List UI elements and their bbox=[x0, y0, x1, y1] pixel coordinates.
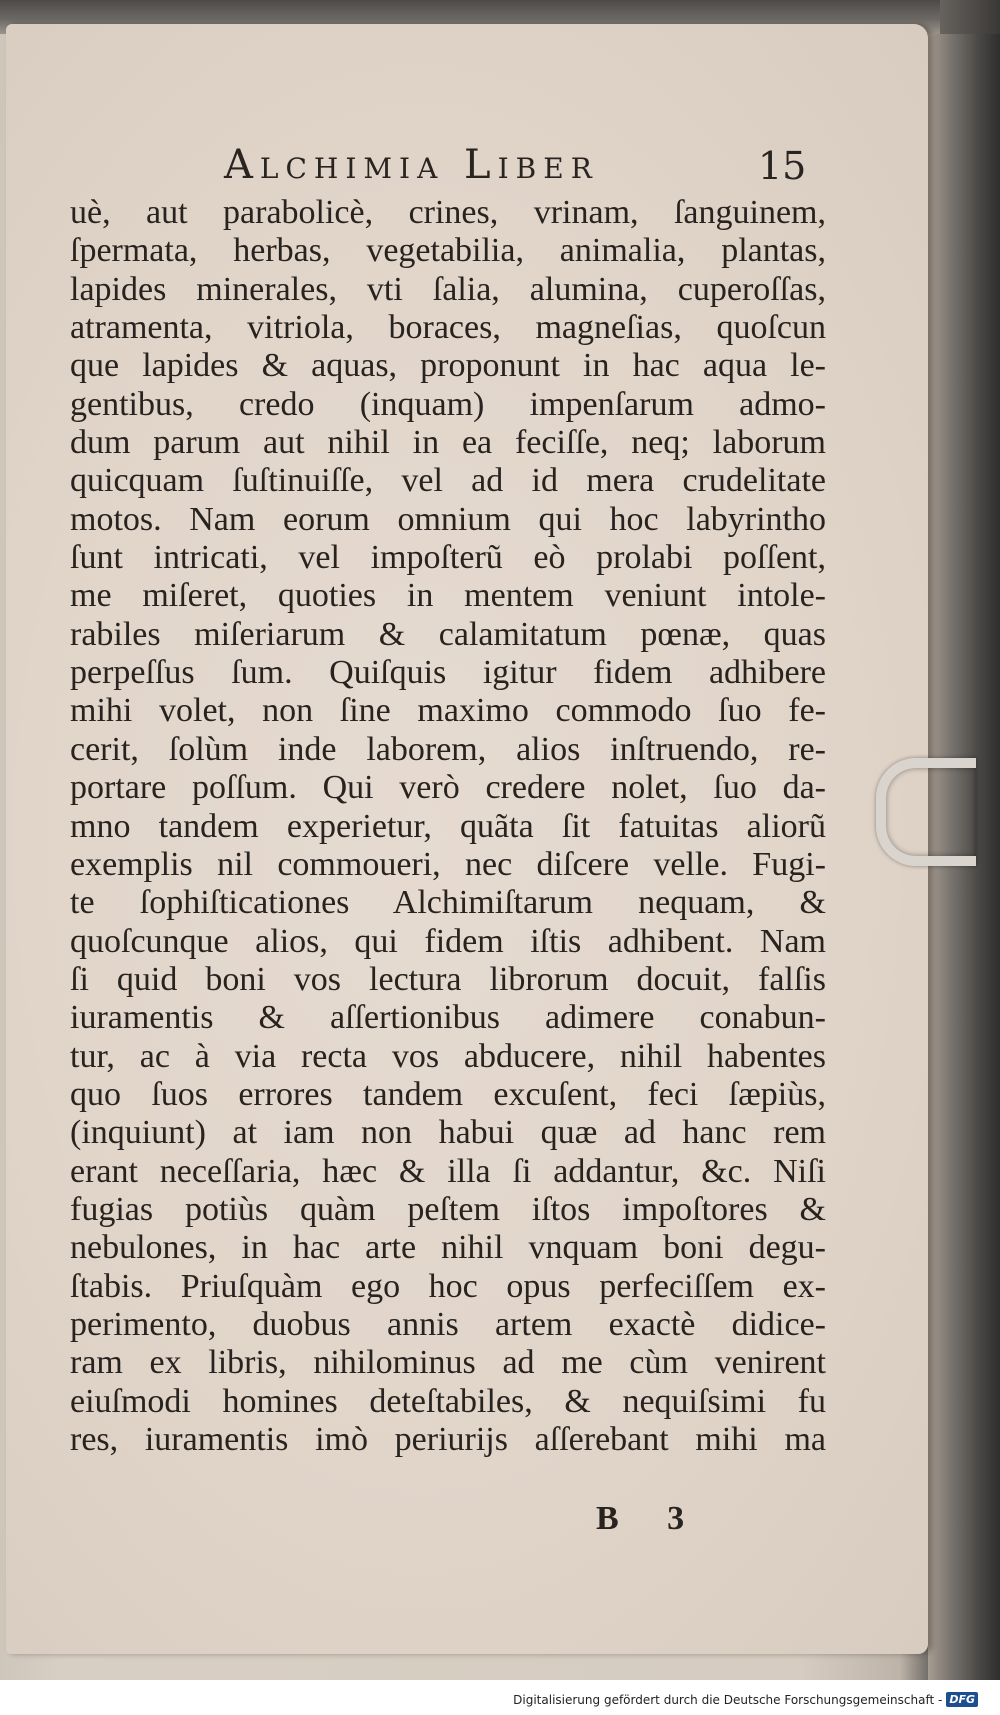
page-clip bbox=[876, 758, 976, 866]
text-line: cerit, ſolùm inde laborem, alios inſtruendo, re- bbox=[70, 730, 826, 768]
text-line: erant neceſſaria, hæc & illa ſi addantur, &c. Niſi bbox=[70, 1152, 826, 1190]
running-title: Alchimia Liber bbox=[224, 142, 599, 188]
text-line: nebulones, in hac arte nihil vnquam boni degu- bbox=[70, 1229, 826, 1267]
text-line: gentibus, credo (inquam) impenſarum admo- bbox=[70, 385, 826, 423]
text-line: ſunt intricati, vel impoſterũ eò prolabi poſſent, bbox=[70, 539, 826, 577]
text-line: ſtabis. Priuſquàm ego hoc opus perfeciſſem ex- bbox=[70, 1267, 826, 1305]
signature-mark: B 3 bbox=[596, 1500, 705, 1537]
text-line: lapides minerales, vti ſalia, alumina, cuperoſſas, bbox=[70, 270, 826, 308]
text-line: iuramentis & aſſertionibus adimere conabun- bbox=[70, 999, 826, 1037]
text-line: que lapides & aquas, proponunt in hac aqua le- bbox=[70, 347, 826, 385]
text-line: ſpermata, herbas, vegetabilia, animalia, plantas, bbox=[70, 232, 826, 270]
text-line: perimento, duobus annis artem exactè didice- bbox=[70, 1305, 826, 1343]
text-line: quicquam ſuſtinuiſſe, vel ad id mera crudelitate bbox=[70, 462, 826, 500]
text-line: exemplis nil commoueri, nec diſcere velle. Fugi- bbox=[70, 845, 826, 883]
body-text bbox=[70, 194, 826, 1459]
page-header bbox=[6, 142, 926, 192]
text-line: eiuſmodi homines deteſtabiles, & nequiſsimi fu bbox=[70, 1382, 826, 1420]
text-line: ſi quid boni vos lectura librorum docuit, falſis bbox=[70, 960, 826, 998]
text-line: ram ex libris, nihilominus ad me cùm venirent bbox=[70, 1344, 826, 1382]
digitization-credit bbox=[513, 1692, 978, 1707]
text-line: mno tandem experietur, quãta ſit fatuitas aliorũ bbox=[70, 807, 826, 845]
text-line: (inquiunt) at iam non habui quæ ad hanc rem bbox=[70, 1114, 826, 1152]
text-line: motos. Nam eorum omnium qui hoc labyrintho bbox=[70, 500, 826, 538]
book-page bbox=[6, 24, 928, 1654]
text-line: perpeſſus ſum. Quiſquis igitur fidem adhibere bbox=[70, 654, 826, 692]
page-number: 15 bbox=[758, 144, 807, 188]
credit-text: Digitalisierung gefördert durch die Deutsche Forschungsgemeinschaft - bbox=[513, 1692, 943, 1707]
text-line: fugias potiùs quàm peſtem iſtos impoſtores & bbox=[70, 1190, 826, 1228]
text-line: res, iuramentis imò periurijs aſſerebant mihi ma bbox=[70, 1421, 826, 1458]
text-line: uè, aut parabolicè, crines, vrinam, ſanguinem, bbox=[70, 194, 826, 231]
dfg-logo: DFG bbox=[946, 1692, 978, 1707]
text-line: dum parum aut nihil in ea feciſſe, neq; laborum bbox=[70, 424, 826, 462]
text-line: rabiles miſeriarum & calamitatum pœnæ, quas bbox=[70, 615, 826, 653]
text-line: te ſophiſticationes Alchimiſtarum nequam, & bbox=[70, 884, 826, 922]
text-line: me miſeret, quoties in mentem veniunt intole- bbox=[70, 577, 826, 615]
text-line: atramenta, vitriola, boraces, magneſias, quoſcun bbox=[70, 309, 826, 347]
text-line: tur, ac à via recta vos abducere, nihil habentes bbox=[70, 1037, 826, 1075]
text-line: mihi volet, non ſine maximo commodo ſuo fe- bbox=[70, 692, 826, 730]
text-line: quoſcunque alios, qui fidem iſtis adhibent. Nam bbox=[70, 922, 826, 960]
text-line: portare poſſum. Qui verò credere nolet, ſuo da- bbox=[70, 769, 826, 807]
text-line: quo ſuos errores tandem excuſent, feci ſæpiùs, bbox=[70, 1075, 826, 1113]
